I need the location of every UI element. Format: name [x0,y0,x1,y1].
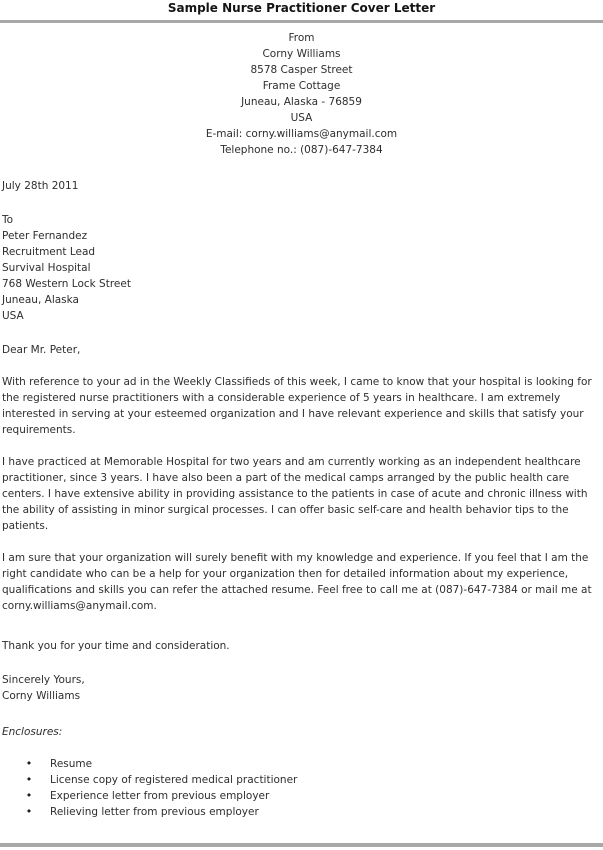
valediction: Sincerely Yours, [2,674,85,686]
recipient-organization: Survival Hospital [2,262,91,274]
signature-block [2,672,601,704]
bullet-icon: • [25,773,33,786]
recipient-country: USA [2,310,24,322]
letter-content [0,30,603,820]
bullet-icon: • [25,805,33,818]
bullet-icon: • [25,757,33,770]
sender-phone: Telephone no.: (087)-647-7384 [220,144,383,156]
signature-name: Corny Williams [2,690,81,702]
bottom-rule [0,843,603,847]
letter-date: July 28th 2011 [2,180,79,192]
list-item [2,804,601,820]
enclosure-item-label: Relieving letter from previous employer [50,806,259,818]
list-item [2,788,601,804]
sender-building: Frame Cottage [262,80,341,92]
body-paragraph-1: With reference to your ad in the Weekly Classifieds of this week, I came to know that your hospital is looking for the registered nurse practitioners with a considerable experience of 5 years in healthcare. I am extremely interested in serving at your esteemed organization and I have relevant experience and skills that satisfy your requirements. [2,376,592,436]
recipient-name: Peter Fernandez [2,230,88,242]
bullet-icon: • [25,789,33,802]
recipient-job-title: Recruitment Lead [2,246,96,258]
closing-thanks: Thank you for your time and consideration. [2,640,230,652]
recipient-address-block [2,212,601,324]
body-paragraph-3: I am sure that your organization will surely benefit with my knowledge and experience. If you feel that I am the right candidate who can be a help for your organization then for detailed information about my experience, qualifications and skills you can refer the attached resume. Feel free to call me at (087)-647-7384 or mail me at corny.williams@anymail.com. [2,552,592,612]
sender-address-block [2,30,601,158]
list-item [2,772,601,788]
sender-heading: From [288,32,315,44]
enclosure-item-label: License copy of registered medical practitioner [50,774,298,786]
list-item [2,756,601,772]
recipient-heading: To [2,214,14,226]
recipient-city: Juneau, Alaska [2,294,79,306]
salutation: Dear Mr. Peter, [2,344,81,356]
sender-email: E-mail: corny.williams@anymail.com [205,128,398,140]
top-rule [0,20,603,23]
enclosures-heading: Enclosures: [2,726,63,738]
sender-city: Juneau, Alaska - 76859 [241,96,362,108]
sender-street: 8578 Casper Street [250,64,353,76]
sender-name: Corny Williams [262,48,341,60]
recipient-street: 768 Western Lock Street [2,278,131,290]
page-title: Sample Nurse Practitioner Cover Letter [167,1,436,15]
enclosure-item-label: Experience letter from previous employer [50,790,270,802]
body-paragraph-2: I have practiced at Memorable Hospital for two years and am currently working as an independent healthcare practitioner, since 3 years. I have also been a part of the medical camps arranged by the public health care centers. I have extensive ability in providing assistance to the patients in case of acute and chronic illness with the ability of assisting in minor surgical processes. I can offer basic self-care and health behavior tips to the patients. [2,456,588,532]
sender-country: USA [290,112,313,124]
enclosure-item-label: Resume [50,758,93,770]
enclosure-list [2,756,601,820]
